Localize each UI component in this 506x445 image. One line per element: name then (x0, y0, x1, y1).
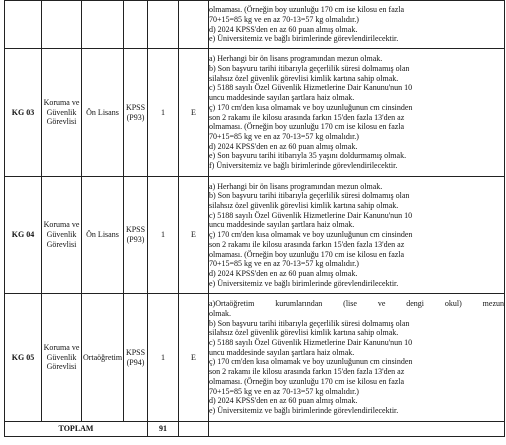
exam-type (124, 294, 148, 422)
positions-table (4, 0, 505, 437)
position-code: KG 05 (5, 294, 42, 422)
condition-line: 70+15=85 kg ve en az 70-13=57 kg olmalıdır.) (209, 259, 359, 269)
empty-cell (179, 1, 209, 49)
empty-cell (5, 1, 42, 49)
exam-line: (P94) (126, 357, 145, 367)
education-level: Ön Lisans (82, 49, 124, 177)
condition-line: f) Üniversitemiz ve bağlı birimlerinde görevlendirilecektir. (209, 161, 398, 171)
condition-line: uncu maddesinde sayılan şartlara haiz olmak. (209, 347, 355, 357)
total-value: 91 (148, 422, 179, 437)
education-level: Ön Lisans (82, 177, 124, 294)
condition-line: e) Son başvuru tarihi itibarıyla 35 yaşını doldurmamış olmak. (209, 151, 407, 161)
condition-line: 70+15=85 kg ve en az 70-13=57 kg olmalıdır.) (209, 386, 359, 396)
condition-line: uncu maddesinde sayılan şartlara haiz olmak. (209, 93, 355, 103)
condition-line: e) Üniversitemiz ve bağlı birimlerinde görevlendirilecektir. (209, 34, 399, 44)
total-label: TOPLAM (5, 422, 148, 437)
condition-line: e) Üniversitemiz ve bağlı birimlerinde görevlendirilecektir. (209, 406, 399, 415)
condition-line: c) 5188 sayılı Özel Güvenlik Hizmetlerine Dair Kanunu'nun 10 (209, 83, 413, 93)
total-row (5, 422, 505, 437)
condition-line: a) Herhangi bir ön lisans programından mezun olmak. (209, 181, 383, 191)
condition-line: olmaması. (Örneğin boy uzunluğu 170 cm ise kilosu en fazla (209, 376, 405, 386)
gender: E (179, 294, 209, 422)
empty-cell (148, 1, 179, 49)
exam-line: (P93) (126, 235, 145, 244)
empty-cell (82, 1, 124, 49)
condition-line: d) 2024 KPSS'den en az 60 puan almış olmak. (209, 24, 358, 34)
condition-line: olmaması. (Örneğin boy uzunluğu 170 cm ise kilosu en fazla (209, 122, 405, 132)
condition-line: silahsız özel güvenlik görevlisi kimlik kartına sahip olmak. (209, 328, 399, 338)
positions-table-body (5, 1, 505, 437)
position-quantity: 1 (148, 177, 179, 294)
table-row (5, 177, 505, 294)
condition-line: d) 2024 KPSS'den en az 60 puan almış olmak. (209, 141, 358, 151)
conditions-cell (209, 177, 505, 294)
table-row (5, 294, 505, 422)
title-line: Koruma ve Güvenlik (43, 97, 80, 117)
condition-line: 70+15=85 kg ve en az 70-13=57 kg olmalıdır.) (209, 14, 359, 24)
position-code: KG 04 (5, 177, 42, 294)
condition-line: silahsız özel güvenlik görevlisi kimlik kartına sahip olmak. (209, 201, 399, 211)
exam-type (124, 49, 148, 177)
condition-line: e) Üniversitemiz ve bağlı birimlerinde görevlendirilecektir. (209, 278, 399, 288)
gender: E (179, 49, 209, 177)
title-line: Görevlisi (46, 117, 77, 127)
position-quantity: 1 (148, 49, 179, 177)
empty-cell (209, 422, 505, 437)
education-level: Ortaöğretim (82, 294, 124, 422)
exam-type (124, 177, 148, 294)
condition-line: ç) 170 cm'den kısa olmamak ve boy uzunluğunun cm cinsinden (209, 230, 413, 240)
condition-line: silahsız özel güvenlik görevlisi kimlik kartına sahip olmak. (209, 73, 399, 83)
conditions-cell (209, 294, 505, 422)
position-title (42, 294, 82, 422)
condition-line: son 2 rakamı ile kilosu arasında farkın 15'den fazla 13'den az (209, 239, 405, 249)
condition-line: son 2 rakamı ile kilosu arasında farkın 15'den fazla 13'den az (209, 112, 405, 122)
empty-cell (42, 1, 82, 49)
exam-line: KPSS (125, 102, 146, 112)
condition-line: 70+15=85 kg ve en az 70-13=57 kg olmalıdır.) (209, 131, 359, 141)
condition-line: a)Ortaöğretim kurumlarından (lise ve dengi okul) mezun (209, 299, 504, 309)
position-code: KG 03 (5, 49, 42, 177)
conditions-cell (209, 1, 505, 49)
table-row (5, 49, 505, 177)
position-title (42, 177, 82, 294)
condition-line: b) Son başvuru tarihi itibarıyla geçerlilik süresi dolmamış olan (209, 191, 410, 201)
title-line: Görevlisi (46, 362, 77, 372)
condition-line: d) 2024 KPSS'den en az 60 puan almış olmak. (209, 396, 358, 406)
condition-line: ç) 170 cm'den kısa olmamak ve boy uzunluğunun cm cinsinden (209, 102, 413, 112)
condition-line: c) 5188 sayılı Özel Güvenlik Hizmetlerine Dair Kanunu'nun 10 (209, 338, 413, 348)
condition-line: b) Son başvuru tarihi itibarıyla geçerlilik süresi dolmamış olan (209, 318, 410, 328)
position-quantity: 1 (148, 294, 179, 422)
condition-line: uncu maddesinde sayılan şartlara haiz olmak. (209, 220, 355, 230)
title-line: Görevlisi (46, 239, 77, 249)
title-line: Koruma ve Güvenlik (43, 342, 80, 362)
condition-line: a) Herhangi bir ön lisans programından mezun olmak. (209, 54, 383, 64)
exam-line: KPSS (125, 347, 146, 357)
condition-line: olmak. (209, 308, 231, 318)
position-title (42, 49, 82, 177)
condition-line: olmaması. (Örneğin boy uzunluğu 170 cm ise kilosu en fazla (209, 249, 405, 259)
condition-line: b) Son başvuru tarihi itibarıyla geçerlilik süresi dolmamış olan (209, 63, 410, 73)
title-line: Koruma ve Güvenlik (43, 220, 80, 240)
table-row-continuation (5, 1, 505, 49)
empty-cell (124, 1, 148, 49)
condition-line: d) 2024 KPSS'den en az 60 puan almış olmak. (209, 268, 358, 278)
empty-cell (179, 422, 209, 437)
exam-line: (P93) (126, 112, 145, 122)
condition-line: son 2 rakamı ile kilosu arasında farkın 15'den fazla 13'den az (209, 367, 405, 377)
condition-line: olmaması. (Örneğin boy uzunluğu 170 cm ise kilosu en fazla (209, 5, 405, 15)
exam-line: KPSS (125, 225, 146, 235)
condition-line: c) 5188 sayılı Özel Güvenlik Hizmetlerine Dair Kanunu'nun 10 (209, 210, 413, 220)
conditions-cell (209, 49, 505, 177)
gender: E (179, 177, 209, 294)
condition-line: ç) 170 cm'den kısa olmamak ve boy uzunluğunun cm cinsinden (209, 357, 413, 367)
